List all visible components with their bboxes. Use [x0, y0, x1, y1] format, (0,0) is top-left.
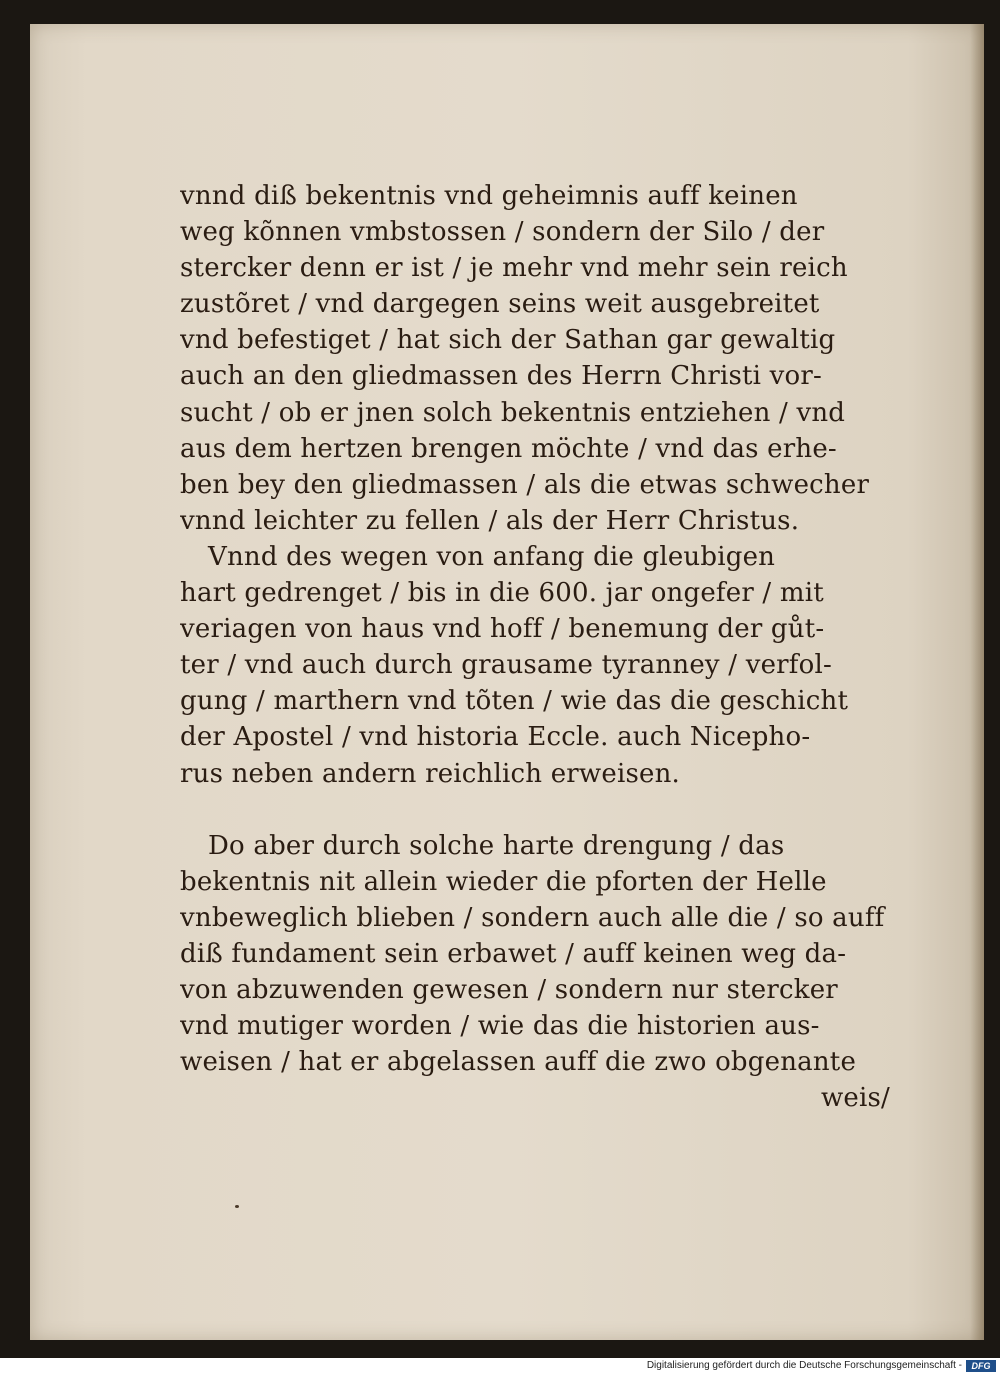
text-line: hart gedrenget / bis in die 600. jar ongefer / mit — [180, 578, 824, 609]
text-line: bekentnis nit allein wieder die pforten der Helle — [180, 866, 827, 897]
text-line: weisen / hat er abgelassen auff die zwo obgenante — [180, 1047, 857, 1078]
funding-credit: Digitalisierung gefördert durch die Deutsche Forschungsgemeinschaft - — [646, 1360, 962, 1371]
text-line: zustõret / vnd dargegen seins weit ausgebreitet — [180, 289, 820, 320]
paragraph-3 — [180, 828, 890, 1081]
text-line: auch an den gliedmassen des Herrn Christi vor- — [180, 361, 822, 392]
dfg-logo: DFG — [966, 1360, 996, 1372]
ink-speck — [235, 1205, 239, 1208]
body-text — [180, 178, 890, 1116]
text-line: Vnnd des wegen von anfang die gleubigen — [208, 541, 776, 572]
text-line: vnnd leichter zu fellen / als der Herr Christus. — [180, 505, 800, 536]
text-line: vnd mutiger worden / wie das die historien aus- — [180, 1011, 820, 1042]
text-line: stercker denn er ist / je mehr vnd mehr sein reich — [180, 253, 848, 284]
text-line: Do aber durch solche harte drengung / das — [208, 830, 785, 861]
text-line: vnbeweglich blieben / sondern auch alle die / so auff — [180, 902, 885, 933]
text-line: aus dem hertzen brengen möchte / vnd das erhe- — [180, 433, 837, 464]
catchword: weis/ — [820, 1083, 890, 1114]
text-line: sucht / ob er jnen solch bekentnis entziehen / vnd — [180, 397, 846, 428]
text-line: gung / marthern vnd tõten / wie das die geschicht — [180, 686, 849, 717]
paragraph-gap — [180, 792, 890, 828]
paragraph-2 — [180, 539, 890, 792]
text-line: weg kõnnen vmbstossen / sondern der Silo / der — [180, 217, 825, 248]
text-line: rus neben andern reichlich erweisen. — [180, 758, 681, 789]
paragraph-1 — [180, 178, 890, 539]
text-line: vnnd diß bekentnis vnd geheimnis auff keinen — [180, 181, 798, 211]
text-line: ter / vnd auch durch grausame tyranney / verfol- — [180, 650, 832, 681]
text-line: von abzuwenden gewesen / sondern nur stercker — [180, 974, 838, 1005]
text-line: vnd befestiget / hat sich der Sathan gar gewaltig — [180, 325, 836, 356]
text-line: ben bey den gliedmassen / als die etwas schwecher — [180, 469, 870, 500]
text-line: diß fundament sein erbawet / auff keinen weg da- — [180, 938, 847, 969]
text-line: der Apostel / vnd historia Eccle. auch Nicepho- — [180, 722, 811, 753]
text-line: veriagen von haus vnd hoff / benemung der gůt- — [180, 614, 825, 645]
